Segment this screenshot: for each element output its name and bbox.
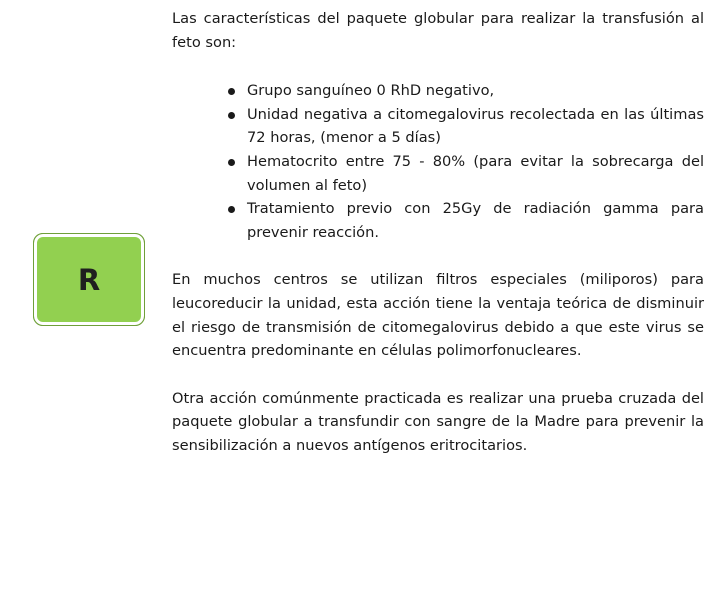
- list-item-text: Hematocrito entre 75 - 80% (para evitar la sobrecarga del volumen al feto): [247, 152, 704, 194]
- characteristics-list: [172, 79, 704, 244]
- list-item-text: Grupo sanguíneo 0 RhD negativo,: [247, 82, 495, 100]
- badge-letter: R: [77, 262, 101, 297]
- leucoreduction-paragraph: En muchos centros se utilizan filtros especiales (miliporos) para leucoreducir la unidad, esta acción tiene la ventaja teórica de disminuir el riesgo de transmisión de citomegalovirus debido a que este virus se encuentra predominante en células polimorfonucleares.: [172, 271, 704, 360]
- crossmatch-paragraph: Otra acción comúnmente practicada es realizar una prueba cruzada del paquete globular a transfundir con sangre de la Madre para prevenir la sensibilización a nuevos antígenos eritrocitarios.: [172, 389, 704, 454]
- bullet-icon: [228, 206, 235, 213]
- list-item: [172, 103, 704, 150]
- list-item-text: Unidad negativa a citomegalovirus recolectada en las últimas 72 horas, (menor a 5 días): [247, 105, 704, 147]
- bullet-icon: [228, 112, 235, 119]
- list-item: [172, 150, 704, 197]
- list-item: [172, 79, 704, 103]
- list-item: [172, 197, 704, 244]
- intro-paragraph: Las características del paquete globular para realizar la transfusión al feto son:: [172, 10, 704, 51]
- document-body: [172, 7, 704, 458]
- bullet-icon: [228, 88, 235, 95]
- bullet-icon: [228, 159, 235, 166]
- recommendation-badge: [34, 234, 144, 325]
- list-item-text: Tratamiento previo con 25Gy de radiación gamma para prevenir reacción.: [247, 200, 704, 241]
